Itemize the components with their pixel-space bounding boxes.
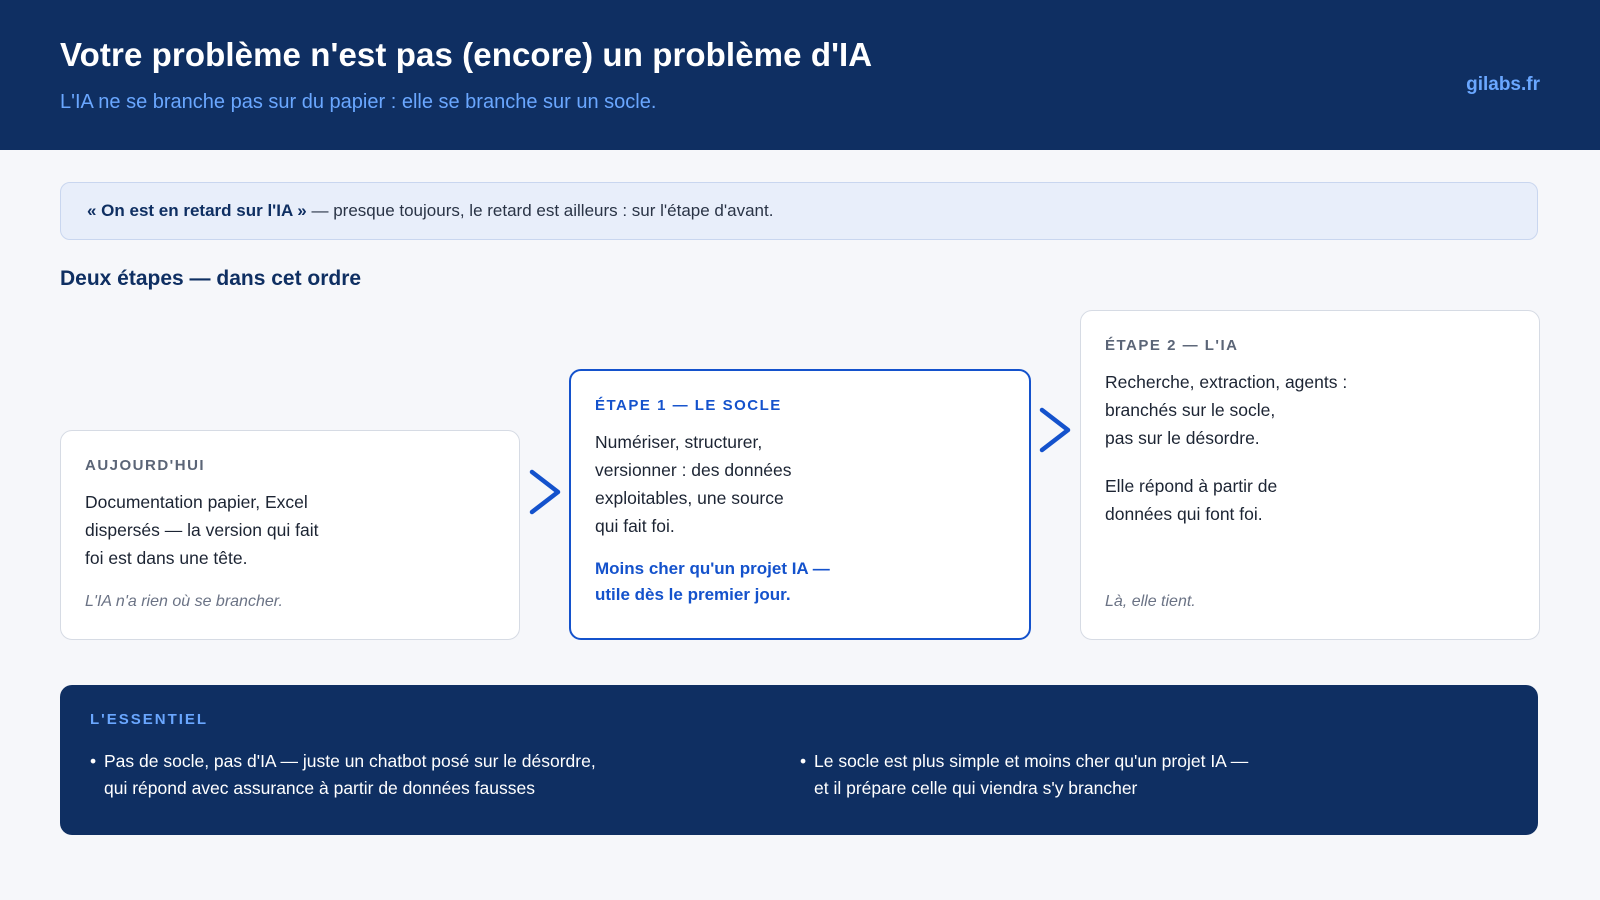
card-body-text: Documentation papier, Excel dispersés — la version qui fait foi est dans une tête.	[85, 492, 319, 568]
callout-text: — presque toujours, le retard est ailleurs : sur l'étape d'avant.	[306, 201, 774, 220]
card-body	[595, 428, 1005, 540]
card-body-text-2: Elle répond à partir de données qui font foi.	[1105, 476, 1278, 524]
card-label: ÉTAPE 2 — L'IA	[1105, 337, 1239, 354]
summary-bullet-text: Le socle est plus simple et moins cher qu'un projet IA — et il prépare celle qui viendra s'y brancher	[814, 751, 1249, 798]
chevron-right-icon	[528, 468, 564, 516]
quote-callout	[60, 182, 1538, 240]
summary-bullet	[90, 748, 730, 802]
card-body	[85, 488, 495, 572]
summary-label: L'ESSENTIEL	[90, 711, 209, 728]
summary-bullet	[800, 748, 1440, 802]
card-body	[1105, 368, 1515, 528]
card-highlight: Moins cher qu'un projet IA — utile dès le premier jour.	[595, 559, 830, 604]
card-body-text: Numériser, structurer, versionner : des données exploitables, une source qui fait foi.	[595, 432, 792, 536]
chevron-right-icon	[1038, 406, 1074, 454]
header	[0, 0, 1600, 150]
card-note: Là, elle tient.	[1105, 593, 1196, 610]
card-label: ÉTAPE 1 — LE SOCLE	[595, 397, 782, 414]
summary-bullet-text: Pas de socle, pas d'IA — juste un chatbot posé sur le désordre, qui répond avec assurance à partir de données fausses	[104, 751, 596, 798]
card-label: AUJOURD'HUI	[85, 457, 206, 474]
bullet-icon: •	[90, 751, 97, 771]
card-today	[60, 430, 520, 640]
card-step-1	[569, 369, 1031, 640]
card-body-text: Recherche, extraction, agents : branchés sur le socle, pas sur le désordre.	[1105, 372, 1348, 448]
brand-link[interactable]: gilabs.fr	[1466, 74, 1540, 95]
bullet-icon: •	[800, 751, 807, 771]
card-step-2	[1080, 310, 1540, 640]
callout-quote: « On est en retard sur l'IA »	[87, 201, 307, 220]
summary-panel	[60, 685, 1538, 835]
page-title: Votre problème n'est pas (encore) un problème d'IA	[60, 36, 873, 73]
section-title: Deux étapes — dans cet ordre	[60, 267, 362, 290]
card-note: L'IA n'a rien où se brancher.	[85, 593, 283, 610]
page-subtitle: L'IA ne se branche pas sur du papier : elle se branche sur un socle.	[60, 91, 657, 113]
